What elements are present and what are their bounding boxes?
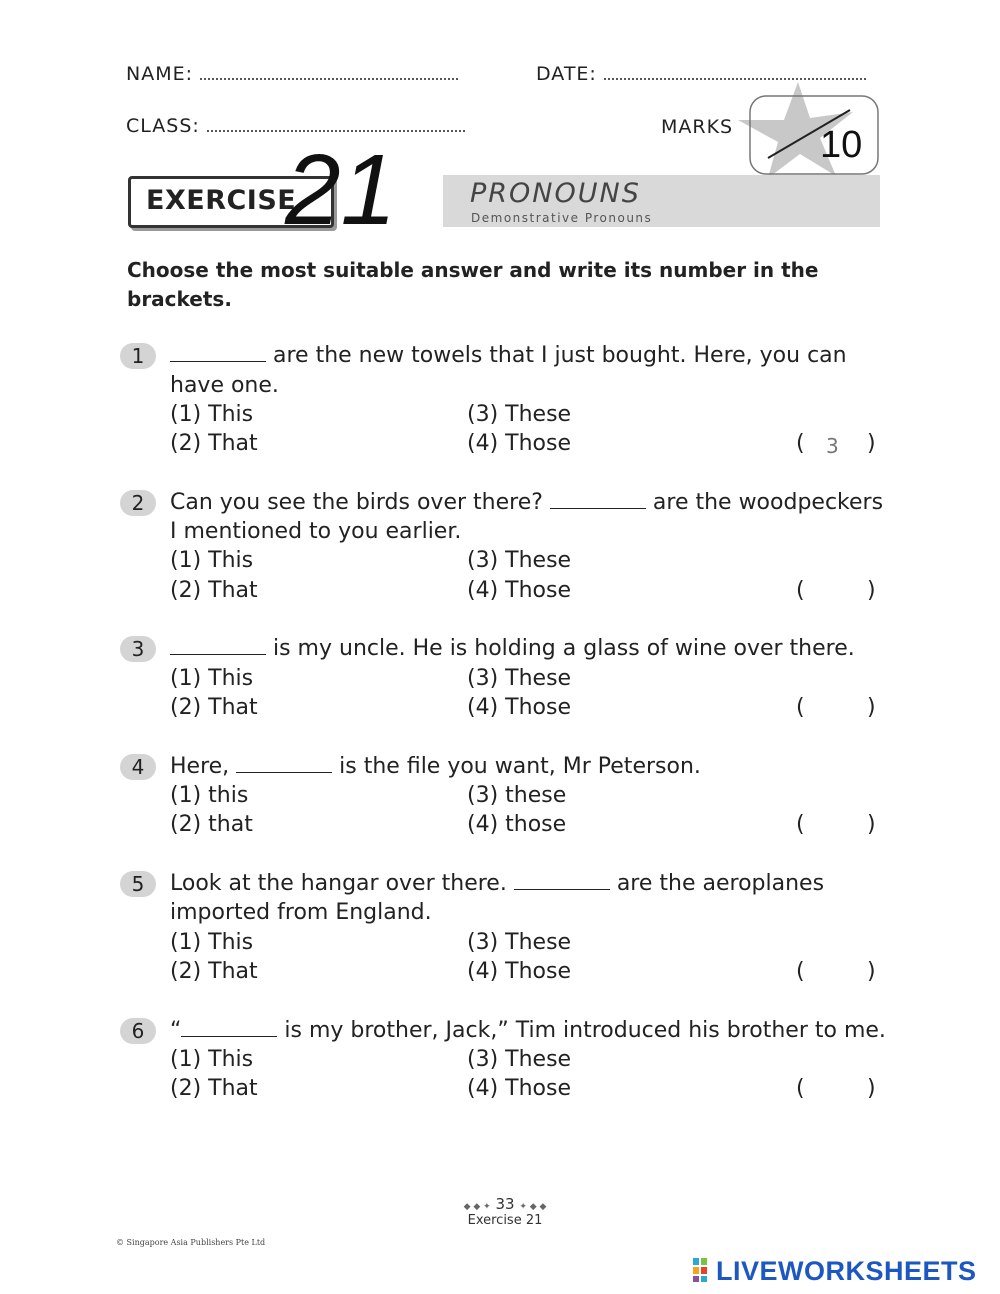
option-3: (3) these	[467, 783, 567, 808]
option-1: (1) This	[170, 930, 254, 955]
topic-subtitle: Demonstrative Pronouns	[471, 211, 653, 225]
answer-blank	[550, 490, 646, 509]
question-line	[170, 754, 701, 779]
question-text-pre: “	[170, 1018, 182, 1043]
option-3: (3) These	[467, 930, 572, 955]
name-field	[126, 62, 458, 85]
option-1: (1) This	[170, 402, 254, 427]
question-line	[170, 343, 847, 368]
name-label: NAME:	[126, 63, 194, 85]
date-label: DATE:	[536, 63, 597, 85]
bracket-open: (	[796, 959, 805, 984]
question-text-post: is my brother, Jack,” Tim introduced his brother to me.	[277, 1018, 886, 1043]
bracket-open: (	[796, 812, 805, 837]
option-2: (2) That	[170, 1076, 258, 1101]
option-4: (4) Those	[467, 431, 571, 456]
copyright: © Singapore Asia Publishers Pte Ltd	[116, 1238, 266, 1247]
question-line-2: have one.	[170, 373, 279, 398]
exercise-label: EXERCISE	[146, 185, 297, 216]
bracket-close: )	[867, 695, 876, 720]
option-2: (2) That	[170, 695, 258, 720]
marks-total: 10	[820, 124, 863, 166]
answer-blank	[170, 343, 266, 362]
bracket-close: )	[867, 578, 876, 603]
brand-name[interactable]: LIVEWORKSHEETS	[716, 1256, 977, 1286]
answer-blank	[236, 754, 332, 773]
option-1: (1) this	[170, 783, 249, 808]
question-line	[170, 636, 855, 661]
question-text-post: is the file you want, Mr Peterson.	[332, 754, 701, 779]
question-number: 5	[120, 871, 156, 897]
class-input-line[interactable]	[207, 114, 465, 132]
option-2: (2) That	[170, 431, 258, 456]
bracket-open: (	[796, 431, 805, 456]
question-number: 6	[120, 1018, 156, 1044]
class-label: CLASS:	[126, 115, 200, 137]
question-line	[170, 871, 824, 896]
option-2: (2) that	[170, 812, 253, 837]
option-3: (3) These	[467, 1047, 572, 1072]
option-1: (1) This	[170, 1047, 254, 1072]
option-4: (4) Those	[467, 1076, 571, 1101]
question-line-2: imported from England.	[170, 900, 432, 925]
option-3: (3) These	[467, 666, 572, 691]
answer-input[interactable]: 3	[826, 434, 839, 458]
answer-blank	[170, 636, 266, 655]
question-number: 4	[120, 754, 156, 780]
question-number: 2	[120, 490, 156, 516]
option-3: (3) These	[467, 402, 572, 427]
answer-blank	[514, 871, 610, 890]
question-text-post: are the aeroplanes	[609, 871, 825, 896]
instructions: Choose the most suitable answer and write its number in the brackets.	[127, 258, 819, 311]
question-number: 1	[120, 343, 156, 369]
name-input-line[interactable]	[200, 62, 458, 80]
page-number	[455, 1195, 555, 1213]
option-1: (1) This	[170, 666, 254, 691]
date-input-line[interactable]	[604, 62, 866, 80]
question-text-post: is my uncle. He is holding a glass of wine over there.	[266, 636, 855, 661]
question-number: 3	[120, 636, 156, 662]
question-text-post: are the woodpeckers	[645, 490, 884, 515]
bracket-close: )	[867, 1076, 876, 1101]
diamond-decor-icon: ✦ ◆ ◆	[519, 1202, 547, 1212]
question-line-2: I mentioned to you earlier.	[170, 519, 462, 544]
option-1: (1) This	[170, 548, 254, 573]
option-4: (4) those	[467, 812, 567, 837]
option-4: (4) Those	[467, 959, 571, 984]
bracket-close: )	[867, 959, 876, 984]
bracket-open: (	[796, 1076, 805, 1101]
option-4: (4) Those	[467, 578, 571, 603]
bracket-close: )	[867, 431, 876, 456]
question-text-pre: Here,	[170, 754, 237, 779]
option-3: (3) These	[467, 548, 572, 573]
diamond-decor-icon: ◆ ◆ ✦	[463, 1202, 491, 1212]
question-text-post: are the new towels that I just bought. Here, you can	[266, 343, 847, 368]
option-2: (2) That	[170, 578, 258, 603]
bracket-open: (	[796, 695, 805, 720]
question-text-pre: Look at the hangar over there.	[170, 871, 514, 896]
topic-title: PRONOUNS	[470, 178, 641, 209]
option-2: (2) That	[170, 959, 258, 984]
bracket-open: (	[796, 578, 805, 603]
question-line	[170, 490, 883, 515]
marks-label: MARKS	[661, 116, 734, 138]
liveworksheets-logo-icon	[693, 1258, 715, 1282]
exercise-number: 21	[285, 134, 397, 246]
page-number-value: 33	[495, 1195, 515, 1213]
option-4: (4) Those	[467, 695, 571, 720]
footer-exercise: Exercise 21	[467, 1213, 543, 1228]
question-line	[170, 1018, 886, 1043]
bracket-close: )	[867, 812, 876, 837]
question-text-pre: Can you see the birds over there?	[170, 490, 550, 515]
answer-blank	[181, 1018, 277, 1037]
